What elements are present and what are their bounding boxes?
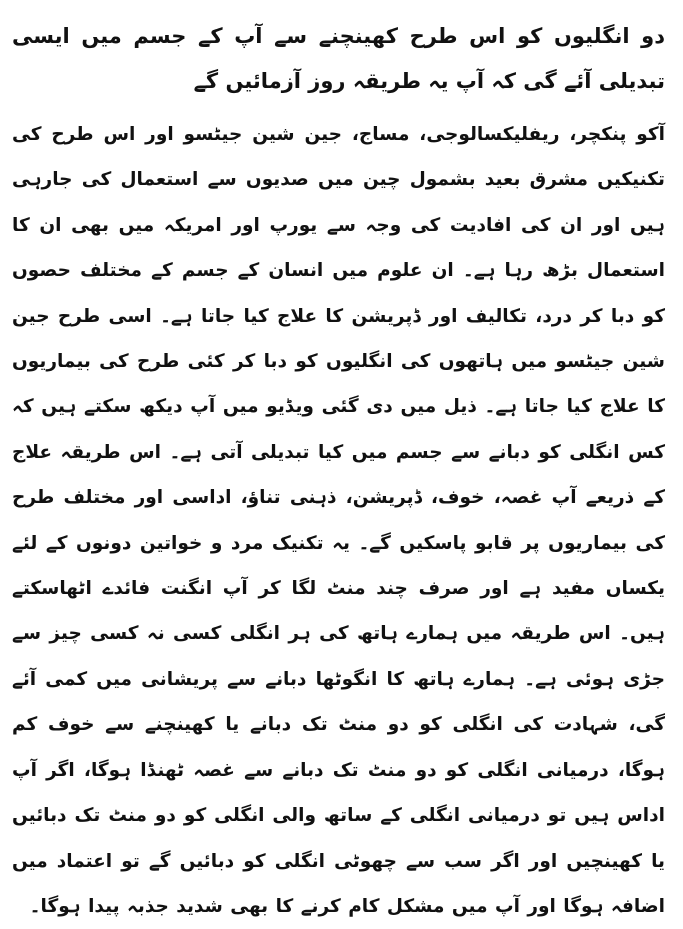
article-heading: دو انگلیوں کو اس طرح کھینچنے سے آپ کے جسم میں ایسی تبدیلی آئے گی کہ آپ یہ طریقہ روز آزمائیں گے [12, 24, 665, 93]
article-body: آکو پنکچر، ریفلیکسالوجی، مساج، جین شین جیٹسو اور اس طرح کی تکنیکیں مشرق بعید بشمول چین میں صدیوں سے استعمال کی جارہی ہیں اور ان کی افادیت کی وجہ سے یورپ اور امریکہ میں بھی ان کا استعمال بڑھ رہا ہے۔ ان علوم میں انسان کے جسم کے مختلف حصوں کو دبا کر درد، تکالیف اور ڈپریشن کا علاج کیا جاتا ہے۔ اسی طرح جین شین جیٹسو میں ہاتھوں کی انگلیوں کو دبا کر کئی طرح کی بیماریوں کا علاج کیا جاتا ہے۔ ذیل میں دی گئی ویڈیو میں آپ دیکھ سکتے ہیں کہ کس انگلی کو دبانے سے جسم میں کیا تبدیلی آتی ہے۔ اس طریقہ علاج کے ذریعے آپ غصہ، خوف، ڈپریشن، ذہنی تناؤ، اداسی اور مختلف طرح کی بیماریوں پر قابو پاسکیں گے۔ یہ تکنیک مرد و خواتین دونوں کے لئے یکساں مفید ہے اور صرف چند منٹ لگا کر آپ انگنت فائدے اٹھاسکتے ہیں۔ اس طریقہ میں ہمارے ہاتھ کی ہر انگلی کسی نہ کسی چیز سے جڑی ہوئی ہے۔ ہمارے ہاتھ کا انگوٹھا دبانے سے پریشانی میں کمی آئے گی، شہادت کی انگلی کو دو منٹ تک دبانے یا کھینچنے سے خوف کم ہوگا، درمیانی انگلی کو دو منٹ تک دبانے سے غصہ ٹھنڈا ہوگا، اگر آپ اداس ہیں تو درمیانی انگلی کے ساتھ والی انگلی کو دو منٹ تک دبائیں یا کھینچیں اور اگر سب سے چھوٹی انگلی کو دبائیں گے تو اعتماد میں اضافہ ہوگا اور آپ میں مشکل کام کرنے کا بھی شدید جذبہ پیدا ہوگا۔ [12, 124, 665, 917]
